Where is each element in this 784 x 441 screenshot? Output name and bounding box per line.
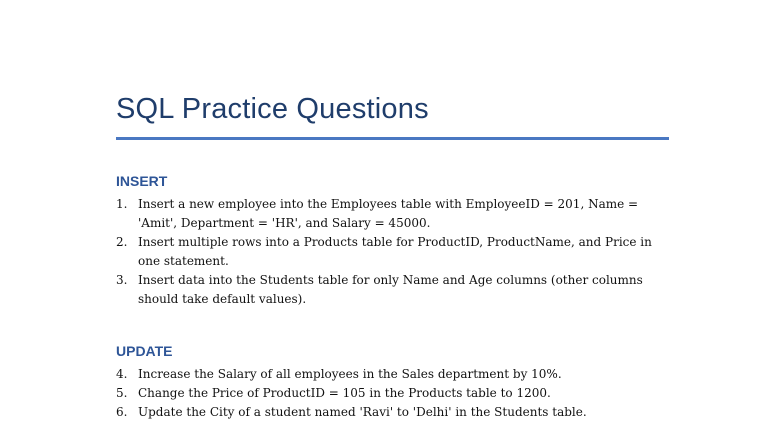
item-number: 2. <box>116 235 128 249</box>
item-text: Increase the Salary of all employees in the Sales department by 10%. <box>138 367 562 381</box>
list-item <box>116 195 676 233</box>
list-item <box>116 233 676 271</box>
item-number: 1. <box>116 197 128 211</box>
item-text: Update the City of a student named 'Ravi' to 'Delhi' in the Students table. <box>138 405 587 419</box>
item-text: Insert data into the Students table for only Name and Age columns (other columns should take default values). <box>138 273 643 306</box>
item-number: 3. <box>116 273 128 287</box>
page-title: SQL Practice Questions <box>116 93 429 125</box>
insert-question-list <box>116 195 676 309</box>
item-text: Insert multiple rows into a Products table for ProductID, ProductName, and Price in one statement. <box>138 235 652 268</box>
title-underline <box>116 137 669 140</box>
item-number: 4. <box>116 367 128 381</box>
list-item <box>116 271 676 309</box>
section-heading-insert: INSERT <box>116 173 168 189</box>
item-number: 5. <box>116 386 128 400</box>
list-item <box>116 384 676 403</box>
item-text: Change the Price of ProductID = 105 in the Products table to 1200. <box>138 386 551 400</box>
item-text: Insert a new employee into the Employees table with EmployeeID = 201, Name = 'Amit', Department = 'HR', and Salary = 45000. <box>138 197 639 230</box>
list-item <box>116 403 676 422</box>
list-item <box>116 365 676 384</box>
section-heading-update: UPDATE <box>116 343 173 359</box>
update-question-list <box>116 365 676 422</box>
item-number: 6. <box>116 405 128 419</box>
